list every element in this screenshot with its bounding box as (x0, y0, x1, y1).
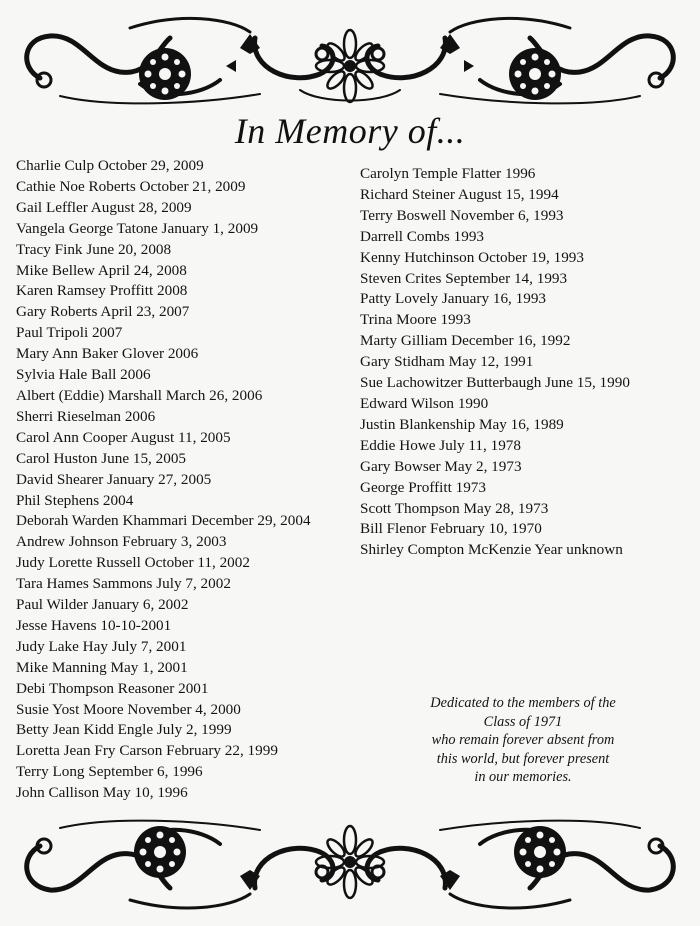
dedication-line: this world, but forever present (436, 750, 610, 767)
memorial-entry: Bill Flenor February 10, 1970 (360, 520, 542, 538)
memorial-entry: Justin Blankenship May 16, 1989 (360, 415, 564, 433)
memorial-entry: Edward Wilson 1990 (360, 394, 489, 412)
memorial-entry: Marty Gilliam December 16, 1992 (360, 332, 571, 350)
memorial-entry: Betty Jean Kidd Engle July 2, 1999 (16, 721, 232, 739)
memorial-entry: Gail Leffler August 28, 2009 (16, 198, 192, 216)
memorial-entry: Susie Yost Moore November 4, 2000 (16, 700, 241, 718)
memorial-entry: Scott Thompson May 28, 1973 (360, 499, 549, 517)
top-floral-ornament (0, 8, 700, 120)
memorial-entry: Carol Ann Cooper August 11, 2005 (16, 428, 231, 446)
memorial-entry: Cathie Noe Roberts October 21, 2009 (16, 177, 246, 195)
memorial-entry: John Callison May 10, 1996 (16, 784, 188, 802)
memorial-entry: Paul Wilder January 6, 2002 (16, 596, 189, 614)
dedication-line: Dedicated to the members of the (430, 695, 616, 711)
memorial-entry: Terry Long September 6, 1996 (16, 763, 203, 781)
memorial-entry: Jesse Havens 10-10-2001 (16, 616, 172, 634)
bottom-floral-ornament (0, 806, 700, 918)
memorial-entry: Carolyn Temple Flatter 1996 (360, 165, 536, 182)
memorial-entry: Karen Ramsey Proffitt 2008 (16, 282, 188, 300)
memorial-entry: Carol Huston June 15, 2005 (16, 449, 187, 467)
memorial-entry: Patty Lovely January 16, 1993 (360, 290, 547, 308)
memorial-entry: Andrew Johnson February 3, 2003 (16, 533, 227, 551)
memorial-entry: Gary Stidham May 12, 1991 (360, 353, 534, 371)
memorial-entry: Richard Steiner August 15, 1994 (360, 185, 559, 203)
memorial-entry: Kenny Hutchinson October 19, 1993 (360, 248, 584, 266)
dedication-line: Class of 1971 (483, 713, 563, 730)
memorial-list-left (16, 156, 346, 804)
memorial-entry: Sue Lachowitzer Butterbaugh June 15, 1990 (360, 374, 630, 392)
memorial-entry: Tracy Fink June 20, 2008 (16, 240, 172, 258)
memorial-entry: Mike Manning May 1, 2001 (16, 658, 188, 676)
memorial-entry: David Shearer January 27, 2005 (16, 470, 212, 488)
memorial-entry: Albert (Eddie) Marshall March 26, 2006 (16, 386, 263, 404)
memorial-entry: Shirley Compton McKenzie Year unknown (360, 541, 623, 559)
memorial-entry: Mary Ann Baker Glover 2006 (16, 345, 199, 363)
memorial-entry: Gary Roberts April 23, 2007 (16, 303, 190, 321)
memorial-entry: Sherri Rieselman 2006 (16, 407, 156, 425)
memorial-entry: George Proffitt 1973 (360, 478, 486, 496)
memorial-entry: Terry Boswell November 6, 1993 (360, 206, 564, 224)
memorial-entry: Vangela George Tatone January 1, 2009 (16, 219, 259, 237)
memorial-entry: Charlie Culp October 29, 2009 (16, 157, 204, 174)
dedication-line: who remain forever absent from (431, 732, 615, 748)
memorial-list-right (360, 164, 690, 561)
memorial-entry: Phil Stephens 2004 (16, 491, 134, 509)
memorial-entry: Debi Thompson Reasoner 2001 (16, 679, 209, 697)
memorial-entry: Trina Moore 1993 (360, 311, 471, 329)
memorial-entry: Judy Lake Hay July 7, 2001 (16, 637, 187, 655)
dedication-line: in our memories. (474, 769, 572, 785)
memorial-entry: Paul Tripoli 2007 (16, 324, 123, 342)
memorial-entry: Loretta Jean Fry Carson February 22, 1999 (16, 742, 278, 760)
page-title: In Memory of... (234, 111, 466, 151)
memorial-entry: Eddie Howe July 11, 1978 (360, 436, 521, 454)
memorial-entry: Steven Crites September 14, 1993 (360, 269, 568, 287)
memorial-entry: Sylvia Hale Ball 2006 (16, 366, 151, 384)
memorial-entry: Gary Bowser May 2, 1973 (360, 457, 522, 475)
memorial-entry: Judy Lorette Russell October 11, 2002 (16, 554, 250, 572)
memorial-entry: Mike Bellew April 24, 2008 (16, 261, 187, 279)
memorial-entry: Darrell Combs 1993 (360, 227, 485, 245)
dedication-text (398, 694, 648, 787)
memorial-entry: Tara Hames Sammons July 7, 2002 (16, 575, 231, 593)
memorial-entry: Deborah Warden Khammari December 29, 2004 (16, 512, 311, 530)
